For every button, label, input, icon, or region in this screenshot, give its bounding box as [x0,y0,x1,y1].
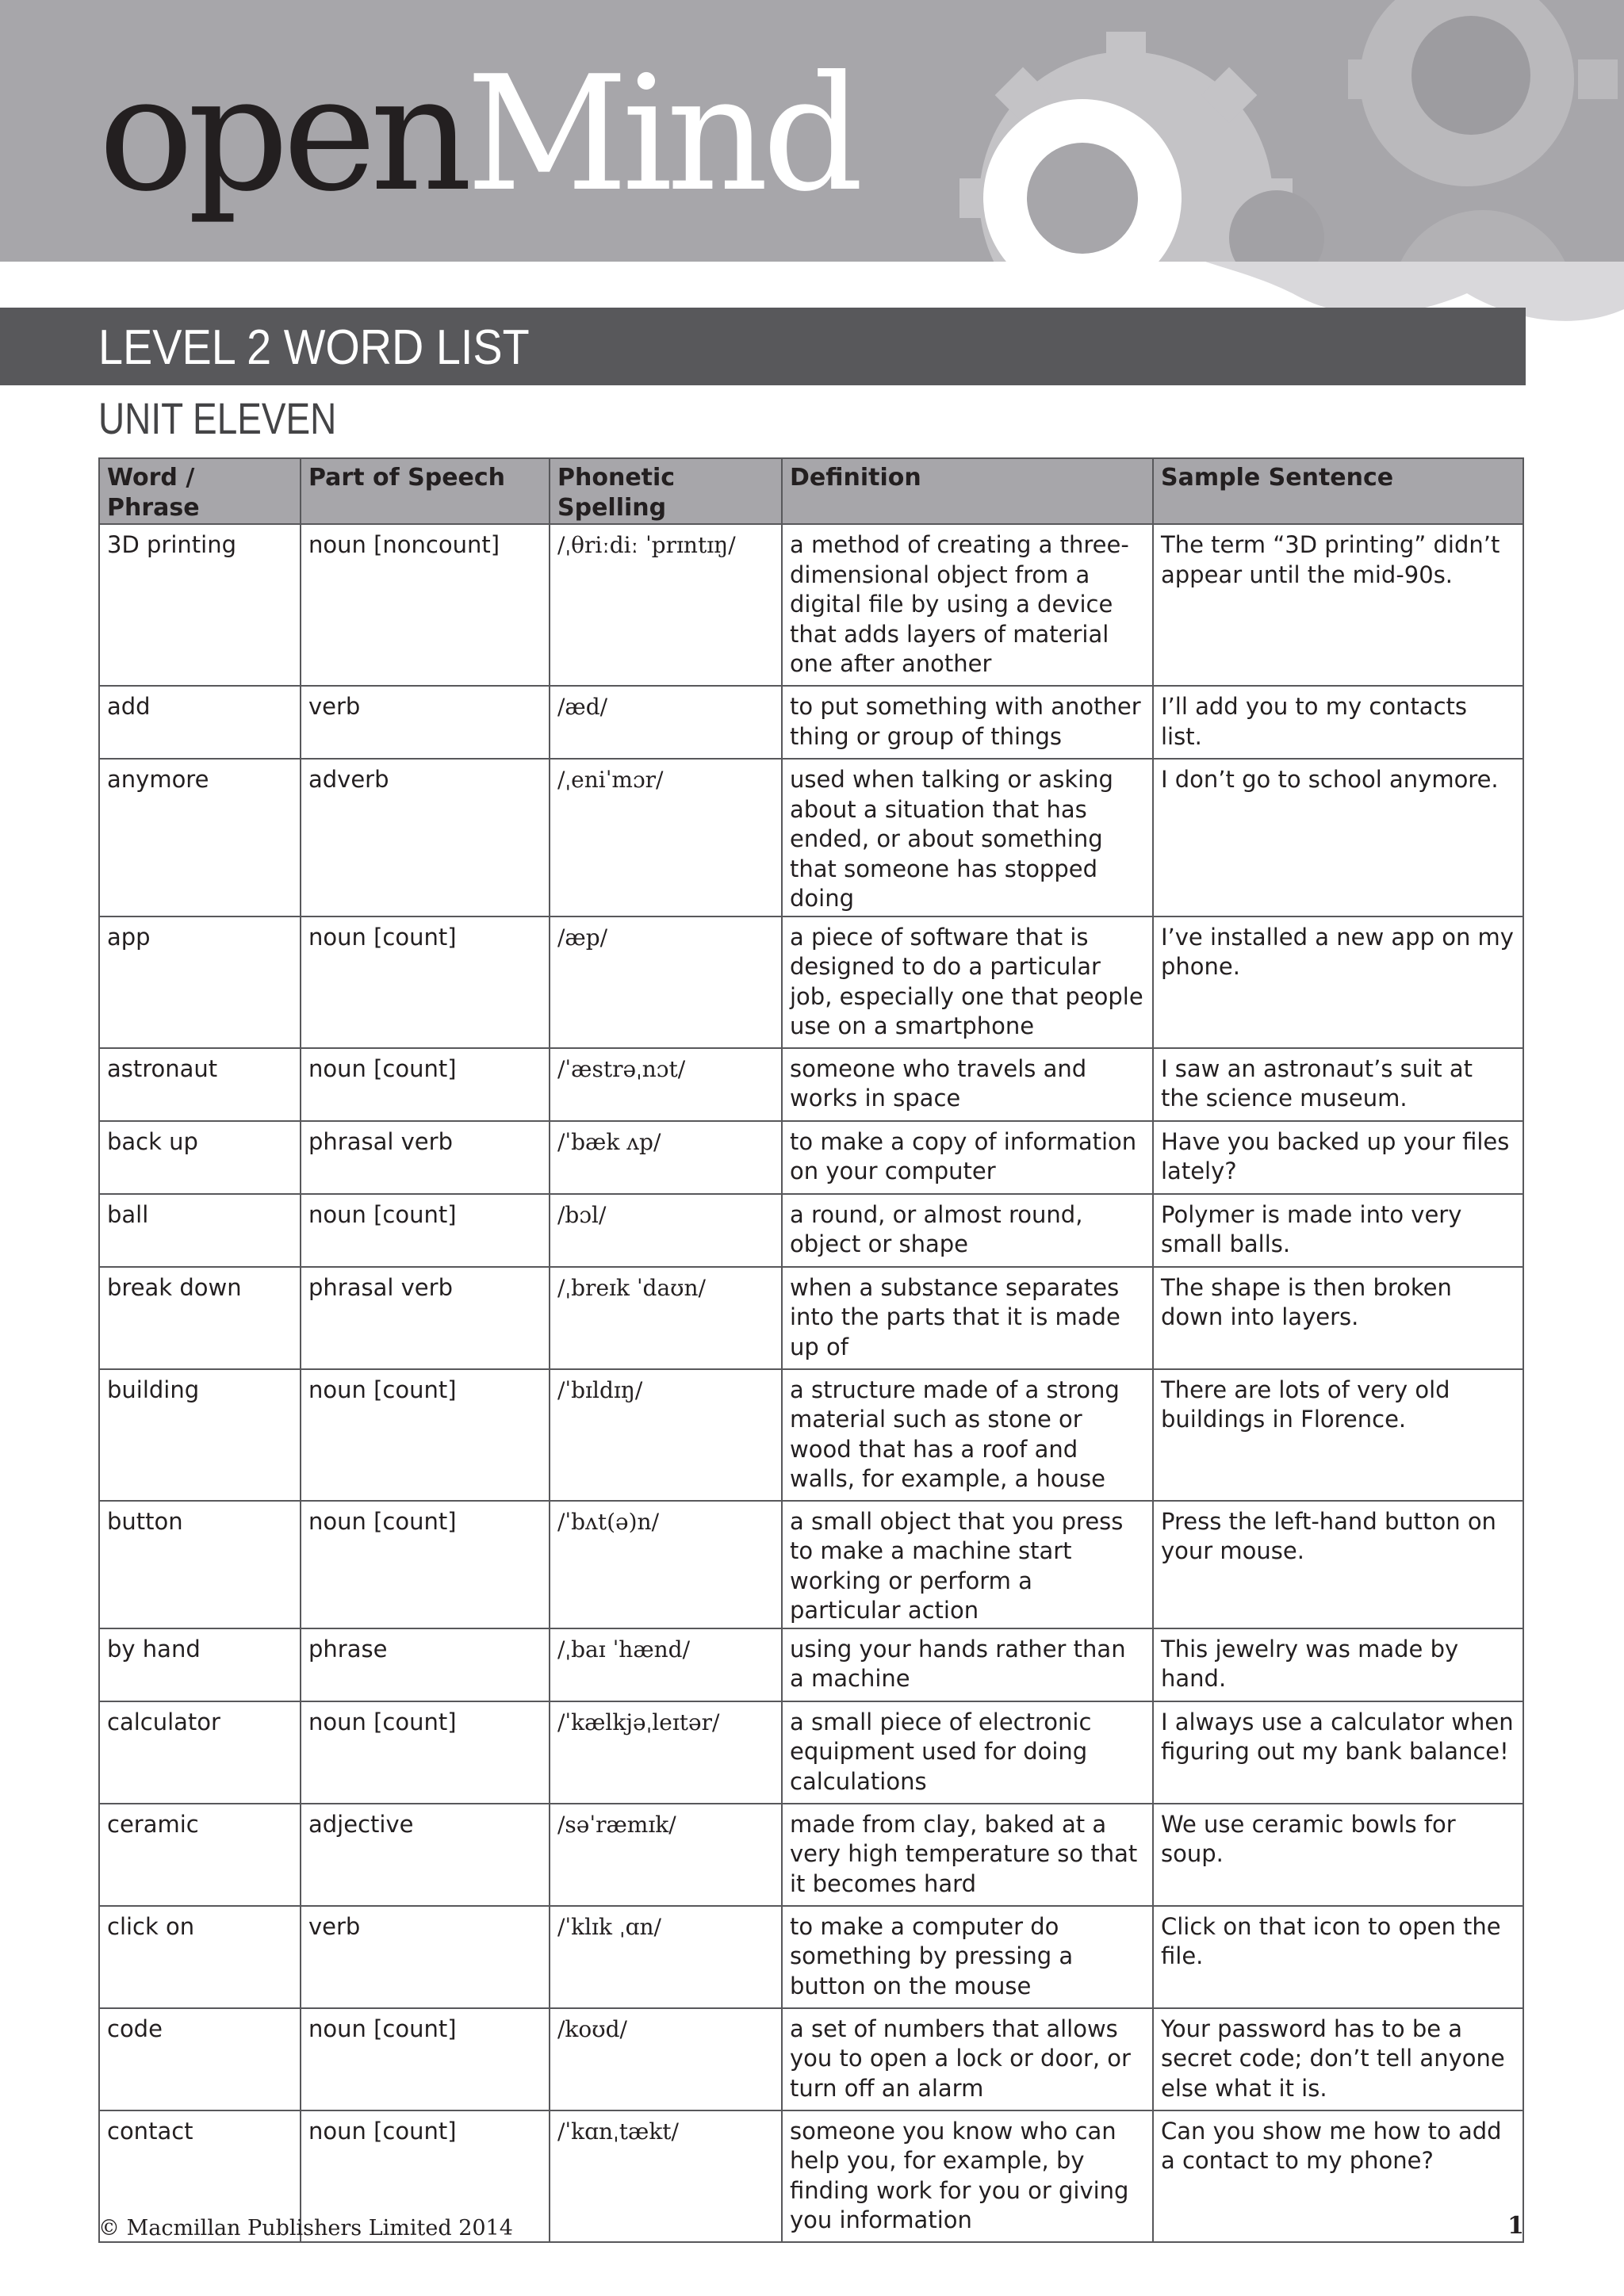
part-of-speech-cell: adverb [301,759,550,916]
part-of-speech-cell: adjective [301,1804,550,1906]
header-part-of-speech: Part of Speech [301,458,550,524]
table-row [99,1701,1523,1804]
phonetic-cell: /ˌbaɪ ˈhænd/ [550,1628,782,1701]
word-cell: ceramic [99,1804,301,1906]
header-word-phrase: Word / Phrase [99,458,301,524]
sample-sentence-cell: I saw an astronaut’s suit at the science museum. [1153,1048,1523,1121]
table-row [99,1048,1523,1121]
phonetic-cell: /ˈklɪk ˌɑn/ [550,1906,782,2008]
page-title: LEVEL 2 WORD LIST [98,320,530,375]
definition-cell: a structure made of a strong material such as stone or wood that has a roof and walls, for example, a house [782,1369,1153,1501]
sample-sentence-cell: Can you show me how to add a contact to my phone? [1153,2110,1523,2242]
word-cell: click on [99,1906,301,2008]
sample-sentence-cell: The term “3D printing” didn’t appear until the mid-90s. [1153,524,1523,686]
definition-cell: using your hands rather than a machine [782,1628,1153,1701]
word-cell: calculator [99,1701,301,1804]
definition-cell: when a substance separates into the parts that it is made up of [782,1267,1153,1369]
sample-sentence-cell: I always use a calculator when figuring out my bank balance! [1153,1701,1523,1804]
table-row [99,759,1523,916]
part-of-speech-cell: noun [count] [301,1194,550,1267]
word-cell: back up [99,1121,301,1194]
word-cell: code [99,2008,301,2110]
table-row [99,2008,1523,2110]
sample-sentence-cell: I don’t go to school anymore. [1153,759,1523,916]
table-row [99,916,1523,1048]
phonetic-cell: /ˌeniˈmɔr/ [550,759,782,916]
part-of-speech-cell: noun [count] [301,2008,550,2110]
sample-sentence-cell: Your password has to be a secret code; don’t tell anyone else what it is. [1153,2008,1523,2110]
header-band [0,0,1624,262]
definition-cell: a small object that you press to make a machine start working or perform a particular action [782,1501,1153,1628]
definition-cell: someone you know who can help you, for example, by finding work for you or giving you information [782,2110,1153,2242]
phonetic-cell: /koʊd/ [550,2008,782,2110]
definition-cell: made from clay, baked at a very high temperature so that it becomes hard [782,1804,1153,1906]
sample-sentence-cell: Press the left-hand button on your mouse. [1153,1501,1523,1628]
part-of-speech-cell: noun [count] [301,1048,550,1121]
part-of-speech-cell: noun [count] [301,2110,550,2242]
sample-sentence-cell: Click on that icon to open the file. [1153,1906,1523,2008]
part-of-speech-cell: phrase [301,1628,550,1701]
table-row [99,1906,1523,2008]
sample-sentence-cell: We use ceramic bowls for soup. [1153,1804,1523,1906]
part-of-speech-cell: phrasal verb [301,1267,550,1369]
definition-cell: a piece of software that is designed to do a particular job, especially one that people use on a smartphone [782,916,1153,1048]
word-cell: break down [99,1267,301,1369]
word-list-table [98,457,1524,2243]
word-cell: by hand [99,1628,301,1701]
phonetic-cell: /səˈræmɪk/ [550,1804,782,1906]
sample-sentence-cell: The shape is then broken down into layers. [1153,1267,1523,1369]
phonetic-cell: /æd/ [550,686,782,759]
table-row [99,1267,1523,1369]
phonetic-cell: /ˈæstrəˌnɔt/ [550,1048,782,1121]
definition-cell: a set of numbers that allows you to open a lock or door, or turn off an alarm [782,2008,1153,2110]
part-of-speech-cell: noun [noncount] [301,524,550,686]
phonetic-cell: /ˈbʌt(ə)n/ [550,1501,782,1628]
part-of-speech-cell: noun [count] [301,916,550,1048]
sample-sentence-cell: I’ll add you to my contacts list. [1153,686,1523,759]
sample-sentence-cell: Have you backed up your files lately? [1153,1121,1523,1194]
phonetic-cell: /ˌbreɪk ˈdaʊn/ [550,1267,782,1369]
definition-cell: to put something with another thing or group of things [782,686,1153,759]
openmind-logo [98,42,858,227]
phonetic-cell: /ˈkɑnˌtækt/ [550,2110,782,2242]
table-row [99,1369,1523,1501]
definition-cell: a method of creating a three-dimensional object from a digital file by using a device that adds layers of material one after another [782,524,1153,686]
table-row [99,1501,1523,1628]
header-definition: Definition [782,458,1153,524]
definition-cell: used when talking or asking about a situation that has ended, or about something that someone has stopped doing [782,759,1153,916]
part-of-speech-cell: noun [count] [301,1501,550,1628]
definition-cell: to make a copy of information on your computer [782,1121,1153,1194]
word-cell: astronaut [99,1048,301,1121]
phonetic-cell: /ˈbæk ʌp/ [550,1121,782,1194]
table-row [99,1804,1523,1906]
word-cell: app [99,916,301,1048]
part-of-speech-cell: verb [301,686,550,759]
word-cell: building [99,1369,301,1501]
table-row [99,524,1523,686]
table-row [99,1628,1523,1701]
header-sample-sentence: Sample Sentence [1153,458,1523,524]
table-row [99,1194,1523,1267]
word-cell: anymore [99,759,301,916]
table-row [99,1121,1523,1194]
definition-cell: a small piece of electronic equipment used for doing calculations [782,1701,1153,1804]
header-phonetic-spelling: Phonetic Spelling [550,458,782,524]
word-cell: add [99,686,301,759]
phonetic-cell: /bɔl/ [550,1194,782,1267]
gears-decoration [912,0,1624,262]
definition-cell: someone who travels and works in space [782,1048,1153,1121]
part-of-speech-cell: noun [count] [301,1701,550,1804]
copyright-notice: © Macmillan Publishers Limited 2014 [98,2216,513,2241]
logo-open-text: open [98,42,466,227]
sample-sentence-cell: This jewelry was made by hand. [1153,1628,1523,1701]
sample-sentence-cell: I’ve installed a new app on my phone. [1153,916,1523,1048]
definition-cell: to make a computer do something by pressing a button on the mouse [782,1906,1153,2008]
sample-sentence-cell: There are lots of very old buildings in Florence. [1153,1369,1523,1501]
page-number: 1 [1507,2212,1524,2240]
part-of-speech-cell: phrasal verb [301,1121,550,1194]
part-of-speech-cell: verb [301,1906,550,2008]
unit-title: UNIT ELEVEN [98,393,337,443]
table-row [99,686,1523,759]
word-cell: contact [99,2110,301,2242]
word-cell: button [99,1501,301,1628]
word-cell: ball [99,1194,301,1267]
logo-mind-text: Mind [465,42,858,227]
phonetic-cell: /ˈkælkjəˌleɪtər/ [550,1701,782,1804]
phonetic-cell: /ˈbɪldɪŋ/ [550,1369,782,1501]
phonetic-cell: /æp/ [550,916,782,1048]
table-header-row [99,458,1523,524]
phonetic-cell: /ˌθriːdiː ˈprɪntɪŋ/ [550,524,782,686]
word-cell: 3D printing [99,524,301,686]
word-list-banner [0,308,1526,385]
sample-sentence-cell: Polymer is made into very small balls. [1153,1194,1523,1267]
part-of-speech-cell: noun [count] [301,1369,550,1501]
definition-cell: a round, or almost round, object or shape [782,1194,1153,1267]
